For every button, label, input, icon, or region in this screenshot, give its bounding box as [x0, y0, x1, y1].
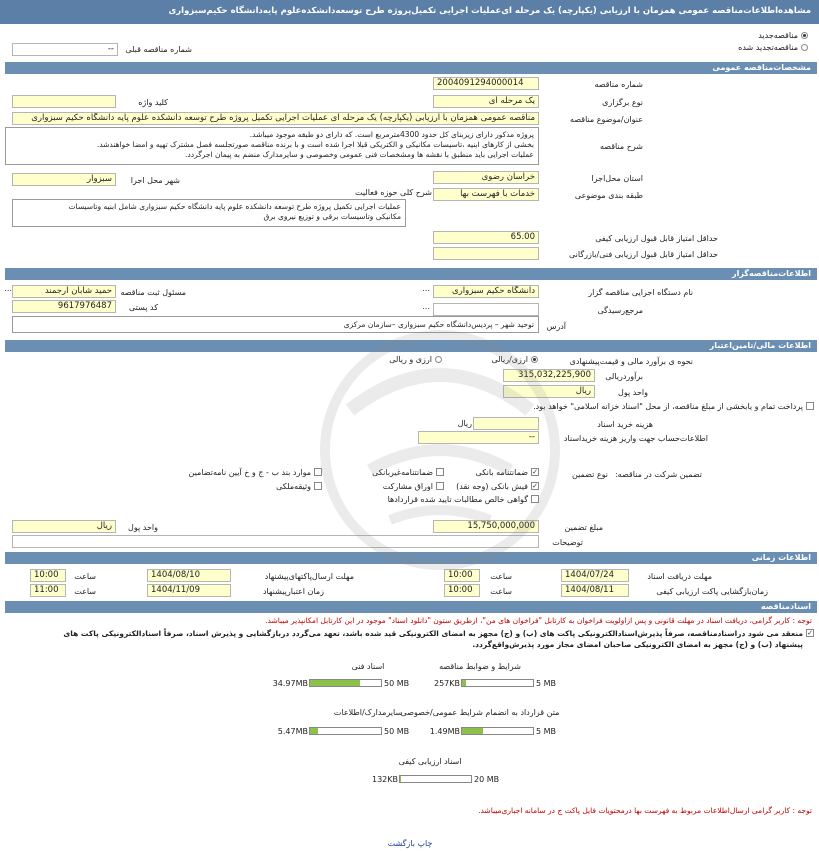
section-finance-header: اطلاعات مالی/تامین‌اعتبار: [5, 340, 817, 352]
offer-send-time[interactable]: 10:00: [30, 569, 66, 582]
notes-field[interactable]: [12, 535, 539, 548]
radio-renewed-tender-label: مناقصه‌تجدید شده: [738, 43, 798, 52]
guarantee-amount-field[interactable]: 15,750,000,000: [433, 520, 539, 533]
doc-bar-other: [309, 727, 382, 735]
doc-bar-technical: [309, 679, 382, 687]
docs-esign-checkbox: ✓: [807, 629, 813, 637]
guarantee-bank-label: ضمانتنامه بانکی: [475, 468, 528, 477]
doc-bar-fill: [310, 680, 360, 686]
doc-label-technical: اسناد فنی: [351, 662, 385, 671]
activity-box: [12, 199, 406, 227]
min-quality-field[interactable]: 65.00: [433, 231, 539, 244]
valid-hour-label: ساعت: [74, 587, 96, 596]
guarantee-cash-label: فیش بانکی (وجه نقد): [456, 482, 528, 491]
tender-title-field[interactable]: مناقصه عمومی همزمان با ارزیابی (یکپارچه) یک مرحله ای عملیات اجرایی تکمیل پروژه طرح توسعه دانشکده علوم پایه دانشگاه حکیم سبزواری: [12, 112, 539, 125]
method-radio-single[interactable]: [531, 356, 538, 363]
category-field[interactable]: خدمات با فهرست بها: [433, 188, 539, 201]
doc-max-terms: 5 MB: [536, 679, 557, 688]
guarantee-receivables-checkbox[interactable]: [531, 495, 539, 503]
method-radio-single-label: ارزی/ریالی: [491, 355, 528, 364]
doc-max-quality: 20 MB: [474, 775, 500, 784]
open-label: زمان‌بازگشایی پاکت ارزیابی کیفی: [656, 587, 768, 596]
guarantee-unit-field[interactable]: ریال: [12, 520, 116, 533]
page-title: مشاهده‌اطلاعات‌مناقصه عمومی همزمان با ارزیابی (یکپارچه) یک مرحله ای‌عملیات اجرایی تکمیل‌پروژه طرح توسعه‌دانشکده‌علوم پایه‌دانشگاه حکیم‌سبزواری: [0, 0, 819, 24]
address-field[interactable]: توحید شهر – پردیس‌دانشگاه حکیم سبزواری –سازمان مرکزی: [12, 316, 539, 333]
tender-type-field[interactable]: یک مرحله ای: [433, 95, 539, 108]
guarantee-property-label: وثیقه‌ملکی: [276, 482, 311, 491]
guarantee-bonds-checkbox[interactable]: [436, 482, 444, 490]
guarantee-label: تضمین شرکت در مناقصه:: [614, 470, 702, 479]
doc-size-technical: 34.97MB: [272, 679, 308, 688]
tender-desc-line: بخشی از کارهای ابنیه ،تاسیسات مکانیکی و الکتریکی قبلا اجرا شده است و با برنده مناقصه صورتجلسه فصل مشترک تهیه و امضا خواهندشد.: [96, 140, 534, 149]
doc-max-contract: 5 MB: [536, 727, 557, 736]
doc-bar-fill: [400, 776, 401, 782]
reference-label: مرجع‌رسیدگی: [597, 306, 643, 315]
method-radio-both-label: ارزی و ریالی: [389, 355, 432, 364]
doc-size-other: 5.47MB: [277, 727, 308, 736]
treasury-checkbox[interactable]: [806, 402, 814, 410]
section-general-header: مشخصات‌مناقصه عمومی: [5, 62, 817, 74]
doc-bar-fill: [310, 728, 318, 734]
doc-bar-fill: [462, 680, 466, 686]
doc-bar-fill: [462, 728, 483, 734]
tender-desc-line: پروژه مذکور دارای زیربنای کل حدود 4300مترمربع است. که دارای دو طبقه موجود میباشد.: [249, 130, 534, 139]
responsible-more[interactable]: ...: [4, 284, 12, 293]
radio-renewed-tender[interactable]: [801, 44, 808, 51]
city-field[interactable]: سبزوار: [12, 173, 116, 186]
responsible-label: مسئول ثبت مناقصه: [120, 288, 186, 297]
doc-size-contract: 1.49MB: [429, 727, 460, 736]
estimate-method-label: نحوه ی برآورد مالی و قیمت‌پیشنهادی: [569, 357, 693, 366]
tender-title-label: عنوان/موضوع مناقصه: [570, 115, 643, 124]
doc-label-quality: اسناد ارزیابی کیفی: [398, 757, 462, 766]
unit-field[interactable]: ریال: [503, 385, 595, 398]
doc-fee-unit: ریال: [457, 419, 472, 428]
valid-time[interactable]: 11:00: [30, 584, 66, 597]
valid-date[interactable]: 1404/11/09: [147, 584, 231, 597]
doc-label-contract: متن قرارداد به انضمام شرایط عمومی/خصوصی: [400, 708, 560, 717]
tender-desc-label: شرح مناقصه: [599, 142, 643, 151]
doc-bar-quality: [399, 775, 472, 783]
min-quality-label: حداقل امتیاز قابل قبول ارزیابی کیفی: [595, 234, 718, 243]
treasury-label: پرداخت تمام و یابخشی از مبلغ مناقصه، از محل "اسناد خزانه اسلامی" خواهد بود.: [533, 402, 803, 411]
tender-number-label: شماره مناقصه: [594, 80, 643, 89]
guarantee-receivables-label: گواهی خالص مطالبات تایید شده قراردادها: [387, 495, 528, 504]
min-tech-field[interactable]: [433, 247, 539, 260]
docs-note-esign: [6, 628, 803, 650]
province-field[interactable]: خراسان رضوی: [433, 171, 539, 184]
offer-send-label: مهلت ارسال‌پاکتهای‌پیشنهاد: [264, 572, 354, 581]
docs-note-esign-line2: پیشنهاد (ب) و (ج) مجهز به امضای الکترونیکی صاحبان امضای مجاز مورد پذیرش‌واقع‌گردد.: [472, 640, 803, 649]
doc-max-other: 50 MB: [384, 727, 410, 736]
docs-note-pricelist: توجه : کاربر گرامی ارسال‌اطلاعات مربوط به فهرست بها درمحتویات فایل پاکت ج در سامانه اجباری‌میباشد.: [478, 806, 812, 815]
category-label: طبقه بندی موضوعی: [574, 191, 643, 200]
guarantee-type-label: نوع تضمین: [572, 470, 608, 479]
estimate-label: برآوردریالی: [605, 372, 643, 381]
section-timing-header: اطلاعات زمانی: [5, 552, 817, 564]
doc-label-terms: شرایط و ضوابط مناقصه: [439, 662, 521, 671]
valid-label: زمان اعتبارپیشنهاد: [262, 587, 324, 596]
guarantee-bank-checkbox[interactable]: ✓: [532, 468, 538, 476]
address-label: آدرس: [546, 322, 566, 331]
reference-field[interactable]: [433, 303, 539, 316]
postal-label: کد پستی: [129, 303, 158, 312]
responsible-field[interactable]: حمید شابان ارجمند: [12, 285, 116, 298]
doc-fee-label: هزینه خرید اسناد: [597, 420, 653, 429]
doc-receive-date[interactable]: 1404/07/24: [561, 569, 629, 582]
open-date[interactable]: 1404/08/11: [561, 584, 629, 597]
section-docs-header: اسنادمناقصه: [5, 601, 817, 613]
postal-field[interactable]: 9617976487: [12, 300, 116, 313]
guarantee-property-checkbox[interactable]: [314, 482, 322, 490]
guarantee-nonbank-checkbox[interactable]: [436, 468, 444, 476]
org-name-more[interactable]: ...: [422, 284, 430, 293]
method-radio-both[interactable]: [435, 356, 442, 363]
estimate-field[interactable]: 315,032,225,900: [503, 369, 595, 382]
tender-type-label: نوع برگزاری: [602, 98, 643, 107]
radio-new-tender[interactable]: [801, 32, 808, 39]
open-time[interactable]: 10:00: [444, 584, 480, 597]
doc-receive-label: مهلت دریافت اسناد: [647, 572, 712, 581]
offer-send-date[interactable]: 1404/08/10: [147, 569, 231, 582]
doc-size-terms: 257KB: [433, 679, 460, 688]
guarantee-articles-label: موارد بند ب - ج و خ آیین نامه‌تضامین: [188, 468, 311, 477]
prev-number-label: شماره مناقصه قبلی: [125, 45, 192, 54]
offer-send-hour-label: ساعت: [74, 572, 96, 581]
guarantee-articles-checkbox[interactable]: [314, 468, 322, 476]
min-tech-label: حداقل امتیاز قابل قبول ارزیابی فنی/بازرگانی: [569, 250, 718, 259]
notes-label: توضیحات: [552, 538, 583, 547]
tender-number-field[interactable]: 2004091294000014: [433, 77, 539, 90]
section-org-header: اطلاعات‌مناقصه‌گزار: [5, 268, 817, 280]
open-hour-label: ساعت: [490, 587, 512, 596]
activity-label: شرح کلی حوزه فعالیت: [355, 188, 432, 197]
tender-desc-line: عملیات اجرایی باید منطبق با نقشه ها ومشخصات فنی عمومی وخصوصی و سایرمدارک منضم به پیمان اجرگردد.: [185, 150, 534, 159]
prev-number-field[interactable]: --: [12, 43, 118, 56]
account-label: اطلاعات‌حساب جهت واریز هزینه خریداسناد: [563, 434, 708, 443]
org-name-label: نام دستگاه اجرایی مناقصه گزار: [588, 288, 693, 297]
guarantee-bonds-label: اوراق مشارکت: [382, 482, 433, 491]
tender-desc-box: [5, 127, 539, 165]
province-label: استان محل‌اجرا: [591, 174, 643, 183]
reference-more[interactable]: ...: [422, 302, 430, 311]
keyword-field[interactable]: [12, 95, 116, 108]
guarantee-nonbank-label: ضمانتنامه‌غیربانکی: [372, 468, 433, 477]
unit-label: واحد پول: [618, 388, 648, 397]
radio-new-tender-label: مناقصه‌جدید: [758, 31, 798, 40]
account-field[interactable]: --: [418, 431, 539, 444]
doc-bar-terms: [461, 679, 534, 687]
city-label: شهر محل اجرا: [130, 176, 180, 185]
guarantee-cash-checkbox[interactable]: ✓: [532, 482, 538, 490]
back-link[interactable]: چاپ بازگشت: [387, 839, 433, 848]
guarantee-unit-label: واحد پول: [128, 523, 158, 532]
keyword-label: کلید واژه: [138, 98, 168, 107]
guarantee-amount-label: مبلغ تضمین: [564, 523, 603, 532]
doc-fee-field[interactable]: [473, 417, 539, 430]
org-name-field[interactable]: دانشگاه حکیم سبزواری: [433, 285, 539, 298]
doc-receive-time[interactable]: 10:00: [444, 569, 480, 582]
doc-receive-hour-label: ساعت: [490, 572, 512, 581]
doc-size-quality: 132KB: [371, 775, 398, 784]
docs-note-esign-line1: منعقد می شود دراسنادمناقصه، صرفاً پذیرش‌اسنادالکترونیکی پاکت های (ب) و (ج) مجهز به امضای الکترونیکی قید شده باشد، تعهد می‌گردد دربازگشایی و پذیرش اسناد، صرفاً اسنادالکترونیکی پاکت های: [63, 629, 803, 638]
activity-line: عملیات اجرایی تکمیل پروژه طرح توسعه دانشکده علوم پایه دانشگاه حکیم سبزواری شامل ابنیه وتاسیسات: [68, 202, 401, 211]
activity-line: مکانیکی وتاسیسات برقی و توزیع نیروی برق: [263, 212, 401, 221]
doc-label-other: سایرمدارک/اطلاعات: [333, 708, 403, 717]
doc-bar-contract: [461, 727, 534, 735]
docs-note-download: توجه : کاربر گرامی، دریافت اسناد در مهلت قانونی و پس ازاولویت فراخوان به کارتابل "فراخوان های من"، ازطریق ستون "دانلود اسناد" موجود در این کارتابل امکانپذیر میباشد.: [265, 616, 812, 625]
doc-max-technical: 50 MB: [384, 679, 410, 688]
